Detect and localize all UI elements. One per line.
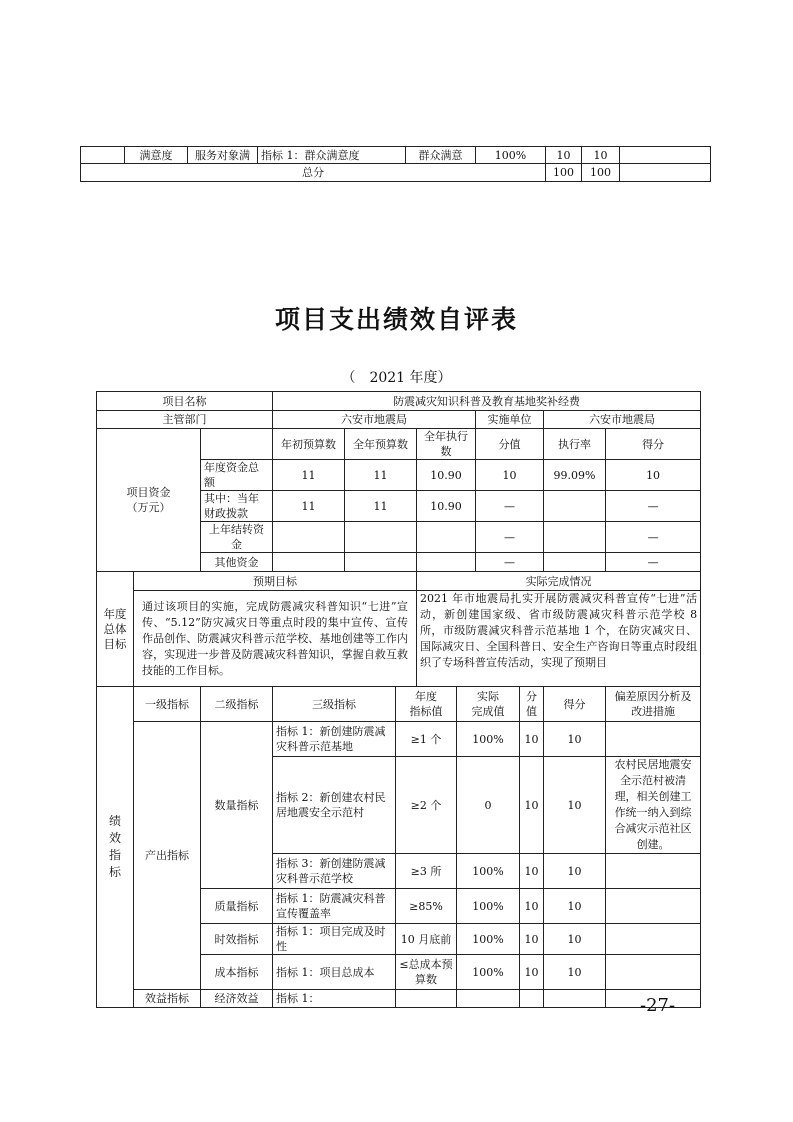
indicator-actual: 100% xyxy=(457,722,520,757)
indicator-got: 10 xyxy=(544,924,606,955)
page-number: -27- xyxy=(640,995,676,1016)
indicator-target: ≥1 个 xyxy=(396,722,457,757)
impl-label: 实施单位 xyxy=(476,411,544,429)
indicator-score: 10 xyxy=(520,924,544,955)
fund-header: 全年执行数 xyxy=(417,429,476,460)
fund-header: 得分 xyxy=(606,429,701,460)
fund-cell: 10.90 xyxy=(417,460,476,491)
dept-value: 六安市地震局 xyxy=(273,411,476,429)
cell: 满意度 xyxy=(125,147,188,164)
fund-cell xyxy=(273,553,345,572)
indicator-actual: 100% xyxy=(457,889,520,924)
goal-actual: 2021 年市地震局扎实开展防震减灾科普宣传“七进”活动，新创建国家级、省市级防震减灾科普示范学校 8 所，市级防震减灾科普示范基地 1 个，在防灾减灾日、国际减灾日、全国科普日、安全生产咨询日等重点时段组织了专场科普宣传活动，实现了预期目 xyxy=(417,591,701,687)
indicator-actual: 0 xyxy=(457,757,520,854)
empty-cell xyxy=(81,147,125,164)
fund-cell: 10.90 xyxy=(417,491,476,522)
benefit-label: 效益指标 xyxy=(134,990,201,1008)
empty-cell xyxy=(620,147,711,164)
indicator-note: 农村民居地震安全示范村被清理，相关创建工作统一纳入到综合减灾示范社区创建。 xyxy=(606,757,701,854)
fund-cell: 11 xyxy=(345,460,417,491)
indicator-name: 指标 1： xyxy=(273,990,396,1008)
empty-cell xyxy=(620,164,711,182)
fund-cell: 11 xyxy=(273,491,345,522)
fund-cell xyxy=(345,522,417,553)
perf-label: 绩 效 指 标 xyxy=(97,687,134,1008)
indicator-name: 指标 1：防震减灾科普宣传覆盖率 xyxy=(273,889,396,924)
indicator-target: ≥2 个 xyxy=(396,757,457,854)
indicator-note xyxy=(606,854,701,889)
cell: 100% xyxy=(476,147,546,164)
fund-cell: 10 xyxy=(606,460,701,491)
goal-actual-label: 实际完成情况 xyxy=(417,572,701,591)
fund-header: 分值 xyxy=(476,429,544,460)
indicator-score: 10 xyxy=(520,889,544,924)
indicator-got: 10 xyxy=(544,955,606,990)
fund-cell: — xyxy=(606,491,701,522)
indicator-name: 指标 2：新创建农村民居地震安全示范村 xyxy=(273,757,396,854)
cell: 服务对象满 xyxy=(188,147,258,164)
page-title: 项目支出绩效自评表 xyxy=(274,305,518,334)
perf-header: 得分 xyxy=(544,687,606,722)
quality-label: 质量指标 xyxy=(201,889,273,924)
fund-cell: — xyxy=(476,522,544,553)
indicator-note xyxy=(606,955,701,990)
indicator-score: 10 xyxy=(520,757,544,854)
cell: 10 xyxy=(546,147,582,164)
perf-header: 偏差原因分析及 改进措施 xyxy=(606,687,701,722)
fund-cell: 11 xyxy=(273,460,345,491)
fund-label: 项目资金 （万元） xyxy=(97,429,201,572)
perf-header: 分值 xyxy=(520,687,544,722)
indicator-got: 10 xyxy=(544,722,606,757)
perf-header: 实际 完成值 xyxy=(457,687,520,722)
impl-value: 六安市地震局 xyxy=(544,411,701,429)
top-table xyxy=(80,146,711,182)
fund-cell xyxy=(345,553,417,572)
perf-header: 二级指标 xyxy=(201,687,273,722)
fund-cell: — xyxy=(606,522,701,553)
indicator-note xyxy=(606,722,701,757)
year-label: （ 2021 年度） xyxy=(341,370,452,386)
project-name: 防震减灾知识科普及教育基地奖补经费 xyxy=(273,392,701,411)
total-label: 总分 xyxy=(81,164,546,182)
project-name-label: 项目名称 xyxy=(97,392,273,411)
indicator-target: ≤总成本预算数 xyxy=(396,955,457,990)
indicator-target: ≥85% xyxy=(396,889,457,924)
empty-cell xyxy=(201,429,273,460)
perf-header: 一级指标 xyxy=(134,687,201,722)
indicator-name: 指标 1：项目完成及时性 xyxy=(273,924,396,955)
fund-cell: — xyxy=(476,491,544,522)
time-label: 时效指标 xyxy=(201,924,273,955)
fund-row-label: 年度资金总额 xyxy=(201,460,273,491)
indicator-score: 10 xyxy=(520,722,544,757)
total-got: 100 xyxy=(582,164,620,182)
econ-label: 经济效益 xyxy=(201,990,273,1008)
indicator-target: ≥3 所 xyxy=(396,854,457,889)
fund-cell xyxy=(544,491,606,522)
perf-header: 三级指标 xyxy=(273,687,396,722)
fund-cell: 99.09% xyxy=(544,460,606,491)
fund-header: 执行率 xyxy=(544,429,606,460)
fund-row-label: 其中：当年财政拨款 xyxy=(201,491,273,522)
indicator-target: 10 月底前 xyxy=(396,924,457,955)
fund-row-label: 其他资金 xyxy=(201,553,273,572)
cost-label: 成本指标 xyxy=(201,955,273,990)
fund-cell xyxy=(417,522,476,553)
quantity-label: 数量指标 xyxy=(201,722,273,889)
indicator-score: 10 xyxy=(520,955,544,990)
fund-header: 年初预算数 xyxy=(273,429,345,460)
fund-cell: — xyxy=(606,553,701,572)
indicator-got xyxy=(544,990,606,1008)
main-table xyxy=(96,391,701,1008)
indicator-actual: 100% xyxy=(457,955,520,990)
indicator-actual: 100% xyxy=(457,854,520,889)
cell: 群众满意 xyxy=(406,147,476,164)
cell: 10 xyxy=(582,147,620,164)
indicator-actual xyxy=(457,990,520,1008)
fund-cell xyxy=(544,553,606,572)
fund-cell xyxy=(417,553,476,572)
fund-cell: — xyxy=(476,553,544,572)
fund-header: 全年预算数 xyxy=(345,429,417,460)
indicator-score xyxy=(520,990,544,1008)
indicator-target xyxy=(396,990,457,1008)
goal-expected: 通过该项目的实施，完成防震减灾科普知识“七进”宣传、“5.12”防灾减灾日等重点时段的集中宣传、宣传作品创作、防震减灾科普示范学校、基地创建等工作内容，实现进一步普及防震减灾科普知识，掌握自救互救技能的工作目标。 xyxy=(134,591,417,687)
goal-label: 年度 总体 目标 xyxy=(97,572,134,687)
indicator-name: 指标 1：新创建防震减灾科普示范基地 xyxy=(273,722,396,757)
output-label: 产出指标 xyxy=(134,722,201,990)
total-score: 100 xyxy=(546,164,582,182)
indicator-score: 10 xyxy=(520,854,544,889)
indicator-name: 指标 3：新创建防震减灾科普示范学校 xyxy=(273,854,396,889)
indicator-got: 10 xyxy=(544,889,606,924)
dept-label: 主管部门 xyxy=(97,411,273,429)
indicator-actual: 100% xyxy=(457,924,520,955)
indicator-note xyxy=(606,889,701,924)
perf-header: 年度 指标值 xyxy=(396,687,457,722)
goal-expected-label: 预期目标 xyxy=(134,572,417,591)
fund-cell: 11 xyxy=(345,491,417,522)
cell: 指标 1：群众满意度 xyxy=(258,147,406,164)
indicator-got: 10 xyxy=(544,854,606,889)
indicator-got: 10 xyxy=(544,757,606,854)
indicator-name: 指标 1：项目总成本 xyxy=(273,955,396,990)
fund-cell: 10 xyxy=(476,460,544,491)
indicator-note xyxy=(606,924,701,955)
fund-row-label: 上年结转资金 xyxy=(201,522,273,553)
fund-cell xyxy=(544,522,606,553)
fund-cell xyxy=(273,522,345,553)
